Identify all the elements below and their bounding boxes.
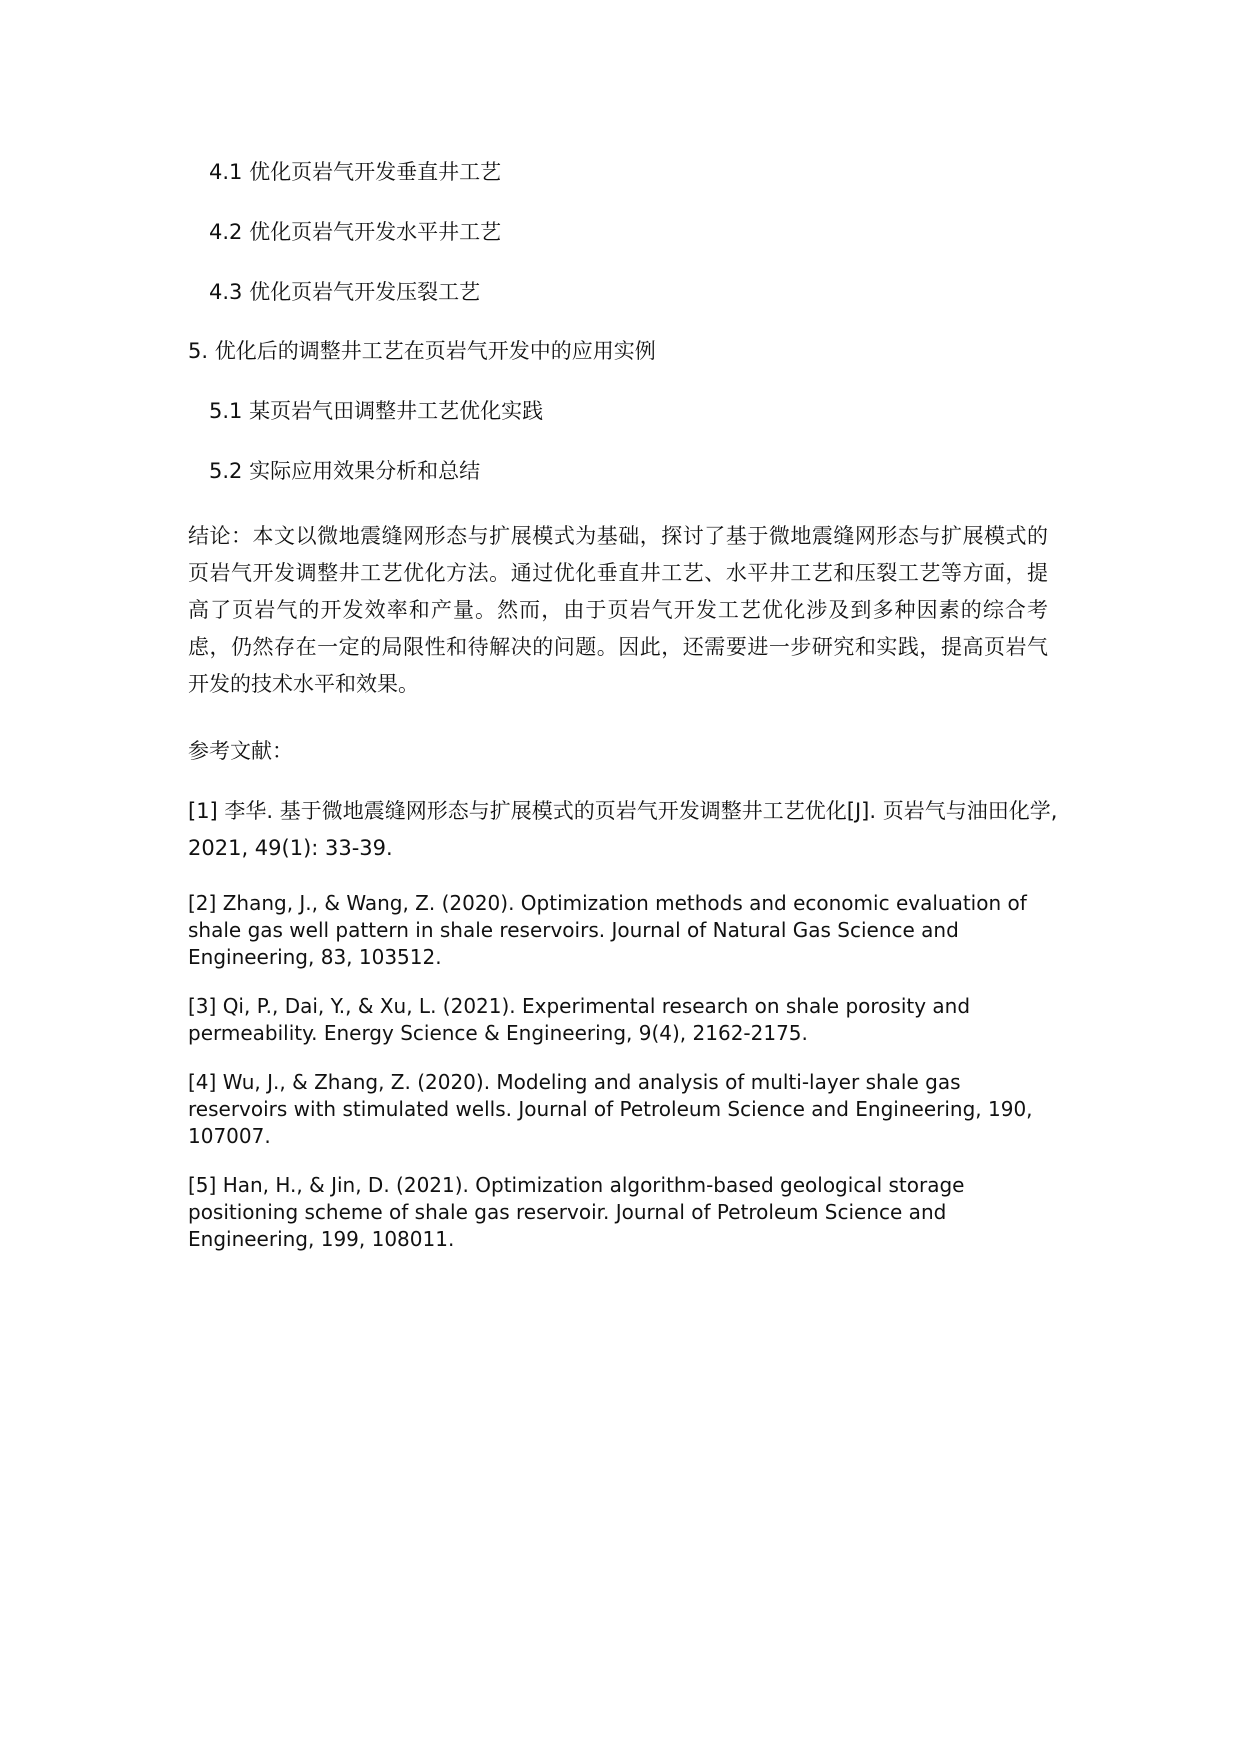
- conclusion-paragraph: 结论：本文以微地震缝网形态与扩展模式为基础，探讨了基于微地震缝网形态与扩展模式的页岩气开发调整井工艺优化方法。通过优化垂直井工艺、水平井工艺和压裂工艺等方面，提高了页岩气的开发效率和产量。然而，由于页岩气开发工艺优化涉及到多种因素的综合考虑，仍然存在一定的局限性和待解决的问题。因此，还需要进一步研究和实践，提高页岩气开发的技术水平和效果。: [188, 524, 1048, 696]
- reference-item-3: [3] Qi, P., Dai, Y., & Xu, L. (2021). Experimental research on shale porosity and permeability. Energy Science & Engineering, 9(4), 2162-2175.: [188, 994, 971, 1045]
- toc-item-4-3: 4.3 优化页岩气开发压裂工艺: [209, 280, 481, 304]
- toc-item-5-1: 5.1 某页岩气田调整井工艺优化实践: [209, 399, 544, 423]
- toc-item-4-1: 4.1 优化页岩气开发垂直井工艺: [209, 160, 502, 184]
- toc-item-4-2: 4.2 优化页岩气开发水平井工艺: [209, 220, 502, 244]
- reference-item-2: [2] Zhang, J., & Wang, Z. (2020). Optimization methods and economic evaluation of shale gas well pattern in shale reservoirs. Journal of Natural Gas Science and Engineering, 83, 103512.: [188, 891, 1027, 969]
- toc-item-5: 5. 优化后的调整井工艺在页岩气开发中的应用实例: [188, 339, 656, 363]
- reference-item-5: [5] Han, H., & Jin, D. (2021). Optimization algorithm-based geological storage positioning scheme of shale gas reservoir. Journal of Petroleum Science and Engineering, 199, 108011.: [188, 1173, 965, 1251]
- references-heading: 参考文献：: [188, 739, 293, 763]
- reference-item-4: [4] Wu, J., & Zhang, Z. (2020). Modeling and analysis of multi-layer shale gas reservoirs with stimulated wells. Journal of Petroleum Science and Engineering, 190, 107007.: [188, 1070, 1033, 1148]
- toc-item-5-2: 5.2 实际应用效果分析和总结: [209, 459, 481, 483]
- reference-item-1: [1] 李华. 基于微地震缝网形态与扩展模式的页岩气开发调整井工艺优化[J]. 页岩气与油田化学, 2021, 49(1): 33-39.: [188, 799, 1058, 860]
